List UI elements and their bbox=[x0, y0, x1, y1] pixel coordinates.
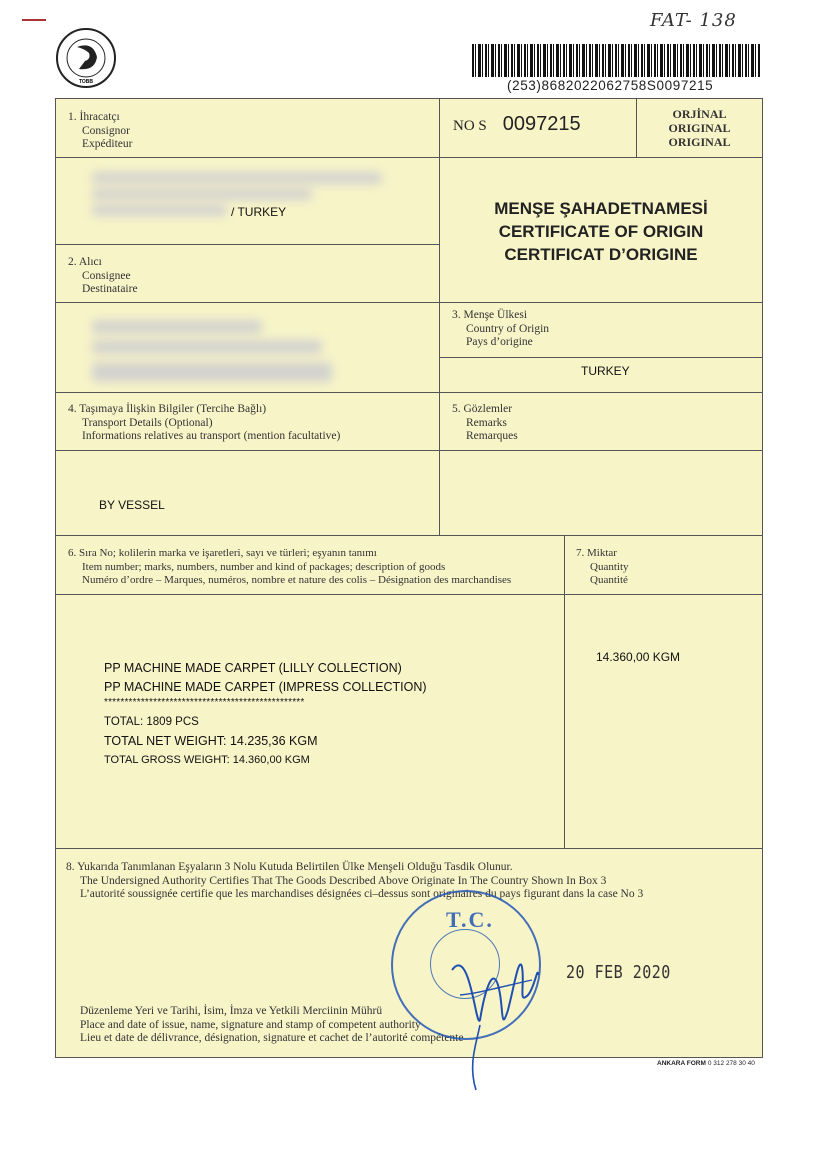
consignor-redacted bbox=[92, 204, 227, 216]
number-prefix: NO S bbox=[453, 118, 487, 134]
form-phone: 0 312 278 30 40 bbox=[707, 1060, 755, 1067]
consignor-redacted bbox=[92, 188, 312, 200]
quantity-value: 14.360,00 KGM bbox=[596, 650, 681, 664]
box1-label: 1. İhracatçı Consignor Expéditeur bbox=[68, 111, 133, 150]
goods-separator: ************************************************* bbox=[104, 697, 305, 708]
form-name: ANKARA FORM bbox=[657, 1060, 706, 1067]
issue-date-stamp: 20 FEB 2020 bbox=[566, 961, 671, 983]
corner-mark bbox=[22, 19, 46, 21]
barcode bbox=[472, 44, 760, 77]
consignor-country: / TURKEY bbox=[231, 205, 287, 219]
consignee-redacted bbox=[92, 340, 322, 354]
country-of-origin: TURKEY bbox=[581, 364, 630, 378]
form-footer bbox=[657, 1060, 755, 1067]
certificate-number bbox=[453, 113, 581, 136]
handwritten-reference: FAT- 138 bbox=[650, 10, 737, 31]
barcode-text: (253)8682022062758S0097215 bbox=[507, 78, 714, 93]
consignor-redacted bbox=[92, 172, 382, 184]
goods-line: TOTAL GROSS WEIGHT: 14.360,00 KGM bbox=[104, 754, 310, 766]
goods-description bbox=[104, 659, 427, 770]
box5-label: 5. Gözlemler Remarks Remarques bbox=[452, 403, 518, 442]
original-label: ORJİNAL ORIGINAL ORIGINAL bbox=[668, 107, 731, 149]
box2-label: 2. Alıcı Consignee Destinataire bbox=[68, 256, 138, 295]
goods-line: PP MACHINE MADE CARPET (IMPRESS COLLECTION) bbox=[104, 680, 427, 694]
goods-line: PP MACHINE MADE CARPET (LILLY COLLECTION) bbox=[104, 661, 402, 675]
tobb-logo bbox=[55, 27, 117, 89]
box3-label: 3. Menşe Ülkesi Country of Origin Pays d’origine bbox=[452, 309, 550, 348]
document-title: MENŞE ŞAHADETNAMESİ CERTIFICATE OF ORIGIN CERTIFICAT D’ORIGINE bbox=[494, 199, 708, 264]
box4-label: 4. Taşımaya İlişkin Bilgiler (Tercihe Bağlı) Transport Details (Optional) Informations relatives au transport (mention facultative) bbox=[68, 403, 341, 442]
stamp-text: T.C. bbox=[446, 907, 494, 932]
number-value: 0097215 bbox=[502, 113, 581, 135]
svg-text:TOBB: TOBB bbox=[78, 79, 94, 85]
box7-label: 7. Miktar Quantity Quantité bbox=[576, 547, 629, 586]
goods-line: TOTAL NET WEIGHT: 14.235,36 KGM bbox=[104, 734, 318, 748]
transport-details: BY VESSEL bbox=[99, 498, 165, 512]
consignee-redacted bbox=[92, 320, 262, 334]
goods-line: TOTAL: 1809 PCS bbox=[104, 716, 199, 728]
box8-certification: 8. Yukarıda Tanımlanan Eşyaların 3 Nolu Kutuda Belirtilen Ülke Menşeli Olduğu Tasdik Olunur. The Undersigned Authority Certifies That The Goods Described Above Originate In The Country Shown In Box 3 L’autorité soussignée certifie que les marchandises désignées ci–dessus sont originaires du pays figurant dans la case No 3 bbox=[66, 861, 644, 900]
signature bbox=[420, 925, 560, 1095]
box6-label: 6. Sıra No; kolilerin marka ve işaretleri, sayı ve türleri; eşyanın tanımı Item number; marks, numbers, number and kind of packages; description of goods Numéro d’ordre – Marques, numéros, nombre et nature des colis – Désignation des marchandises bbox=[68, 547, 512, 586]
box8-place-date: Düzenleme Yeri ve Tarihi, İsim, İmza ve Yetkili Merciinin Mührü Place and date of issue, name, signature and stamp of competent authority Lieu et date de délivrance, désignation, signature et cachet de l’autorité compétente bbox=[80, 1005, 464, 1044]
consignee-redacted bbox=[92, 362, 332, 382]
